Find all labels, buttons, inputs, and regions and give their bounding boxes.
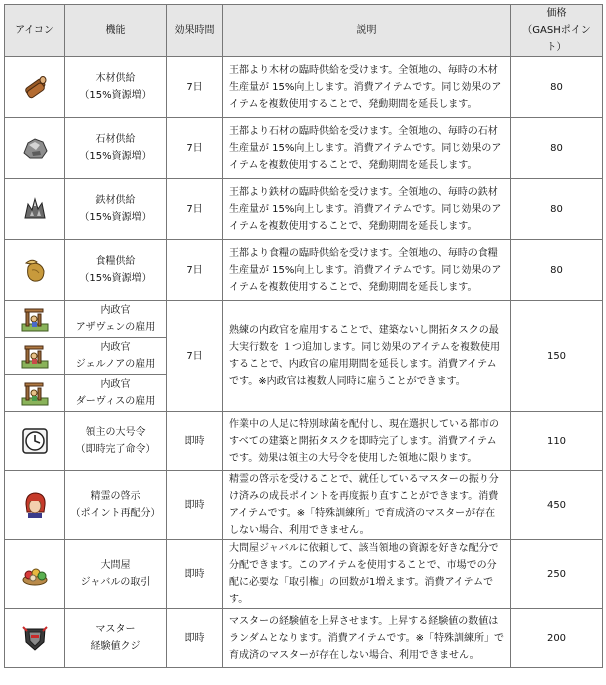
item-name: 木材供給 — [95, 73, 136, 84]
stone-icon — [20, 133, 50, 163]
header-function: 機能 — [65, 5, 167, 57]
item-subname: （15%資源増） — [79, 90, 152, 101]
header-price-line2: （GASHポイント） — [522, 25, 591, 53]
official-icon — [20, 304, 50, 334]
helmet-emblem-icon — [20, 623, 50, 653]
item-name: 内政官 — [100, 305, 131, 316]
item-duration: 7日 — [167, 301, 223, 412]
icon-cell — [5, 179, 65, 240]
item-price: 80 — [511, 240, 603, 301]
item-price: 80 — [511, 118, 603, 179]
icon-cell — [5, 240, 65, 301]
item-name: 領主の大号令 — [85, 427, 146, 438]
header-description: 説明 — [223, 5, 511, 57]
item-price: 450 — [511, 471, 603, 540]
header-price — [511, 5, 603, 57]
item-description: 大問屋ジャバルに依頼して、該当領地の資源を好きな配分で分配できます。このアイテムを使用することで、市場での分配に必要な「取引権」の回数が1増えます。消費アイテムです。 — [223, 540, 511, 609]
icon-cell — [5, 412, 65, 471]
official-icon — [20, 341, 50, 371]
icon-cell — [5, 540, 65, 609]
item-price: 150 — [511, 301, 603, 412]
item-subname: 経験値クジ — [90, 641, 141, 652]
table-row-official-azaven — [5, 301, 603, 338]
header-price-line1: 価格 — [546, 8, 567, 19]
item-name: 大問屋 — [100, 560, 131, 571]
icon-cell — [5, 301, 65, 338]
wood-log-icon — [20, 72, 50, 102]
header-duration: 効果時間 — [167, 5, 223, 57]
clock-icon — [20, 426, 50, 456]
item-price: 110 — [511, 412, 603, 471]
item-description: 精霊の啓示を受けることで、就任しているマスターの振り分け済みの成長ポイントを再度振り直すことができます。消費アイテムです。※「特殊訓練所」で育成済のマスターが存在しない場合、利用できません。 — [223, 471, 511, 540]
item-description: マスターの経験値を上昇させます。上昇する経験値の数値はランダムとなります。消費アイテムです。※「特殊訓練所」で育成済のマスターが存在しない場合、利用できません。 — [223, 609, 511, 668]
item-subname: （即時完了命令） — [75, 444, 156, 455]
item-description: 王都より木材の臨時供給を受けます。全領地の、毎時の木材生産量が 15%向上します。消費アイテムです。同じ効果のアイテムを複数使用することで、発動期間を延長します。 — [223, 57, 511, 118]
item-duration: 7日 — [167, 179, 223, 240]
icon-cell — [5, 118, 65, 179]
table-row-merchant — [5, 540, 603, 609]
item-duration: 即時 — [167, 540, 223, 609]
item-duration: 即時 — [167, 412, 223, 471]
header-icon: アイコン — [5, 5, 65, 57]
item-name: 精霊の啓示 — [90, 491, 141, 502]
spirit-portrait-icon — [20, 490, 50, 520]
goods-basket-icon — [20, 559, 50, 589]
item-subname: アザヴェンの雇用 — [75, 322, 156, 333]
table-row-decree — [5, 412, 603, 471]
table-row-stone — [5, 118, 603, 179]
item-price: 250 — [511, 540, 603, 609]
item-subname: ジェルノアの雇用 — [75, 359, 156, 370]
item-subname: ダーヴィスの雇用 — [75, 396, 156, 407]
item-name: マスター — [95, 624, 136, 635]
item-price: 80 — [511, 179, 603, 240]
item-duration: 即時 — [167, 609, 223, 668]
item-name: 鉄材供給 — [95, 195, 136, 206]
icon-cell — [5, 609, 65, 668]
item-name: 内政官 — [100, 379, 131, 390]
table-row-food — [5, 240, 603, 301]
item-name: 内政官 — [100, 342, 131, 353]
official-icon — [20, 378, 50, 408]
item-name: 食糧供給 — [95, 256, 136, 267]
icon-cell — [5, 338, 65, 375]
table-row-iron — [5, 179, 603, 240]
item-description: 王都より食糧の臨時供給を受けます。全領地の、毎時の食糧生産量が 15%向上します。消費アイテムです。同じ効果のアイテムを複数使用することで、発動期間を延長します。 — [223, 240, 511, 301]
item-table — [4, 4, 603, 668]
table-row-wood — [5, 57, 603, 118]
item-duration: 即時 — [167, 471, 223, 540]
item-description: 王都より鉄材の臨時供給を受けます。全領地の、毎時の鉄材生産量が 15%向上します。消費アイテムです。同じ効果のアイテムを複数使用することで、発動期間を延長します。 — [223, 179, 511, 240]
item-subname: （15%資源増） — [79, 212, 152, 223]
icon-cell — [5, 471, 65, 540]
icon-cell — [5, 375, 65, 412]
table-row-spirit — [5, 471, 603, 540]
item-subname: （15%資源増） — [79, 273, 152, 284]
item-name: 石材供給 — [95, 134, 136, 145]
item-price: 200 — [511, 609, 603, 668]
item-duration: 7日 — [167, 240, 223, 301]
icon-cell — [5, 57, 65, 118]
item-subname: ジャバルの取引 — [80, 577, 151, 588]
item-description: 熟練の内政官を雇用することで、建築ないし開拓タスクの最大実行数を １つ追加します。同じ効果のアイテムを複数使用することで、内政官の雇用期間を延長します。消費アイテムです。※内政官は複数人同時に雇うことができます。 — [223, 301, 511, 412]
item-subname: （ポイント再配分） — [70, 508, 161, 519]
item-duration: 7日 — [167, 118, 223, 179]
item-duration: 7日 — [167, 57, 223, 118]
grain-sack-icon — [20, 255, 50, 285]
item-subname: （15%資源増） — [79, 151, 152, 162]
item-price: 80 — [511, 57, 603, 118]
item-description: 作業中の人足に特別球菌を配付し、現在選択している都市のすべての建築と開拓タスクを即時完了します。消費アイテムです。効果は領主の大号令を使用した領地に限ります。 — [223, 412, 511, 471]
table-row-lottery — [5, 609, 603, 668]
item-description: 王都より石材の臨時供給を受けます。全領地の、毎時の石材生産量が 15%向上します。消費アイテムです。同じ効果のアイテムを複数使用することで、発動期間を延長します。 — [223, 118, 511, 179]
iron-ore-icon — [20, 194, 50, 224]
header-row — [5, 5, 603, 57]
